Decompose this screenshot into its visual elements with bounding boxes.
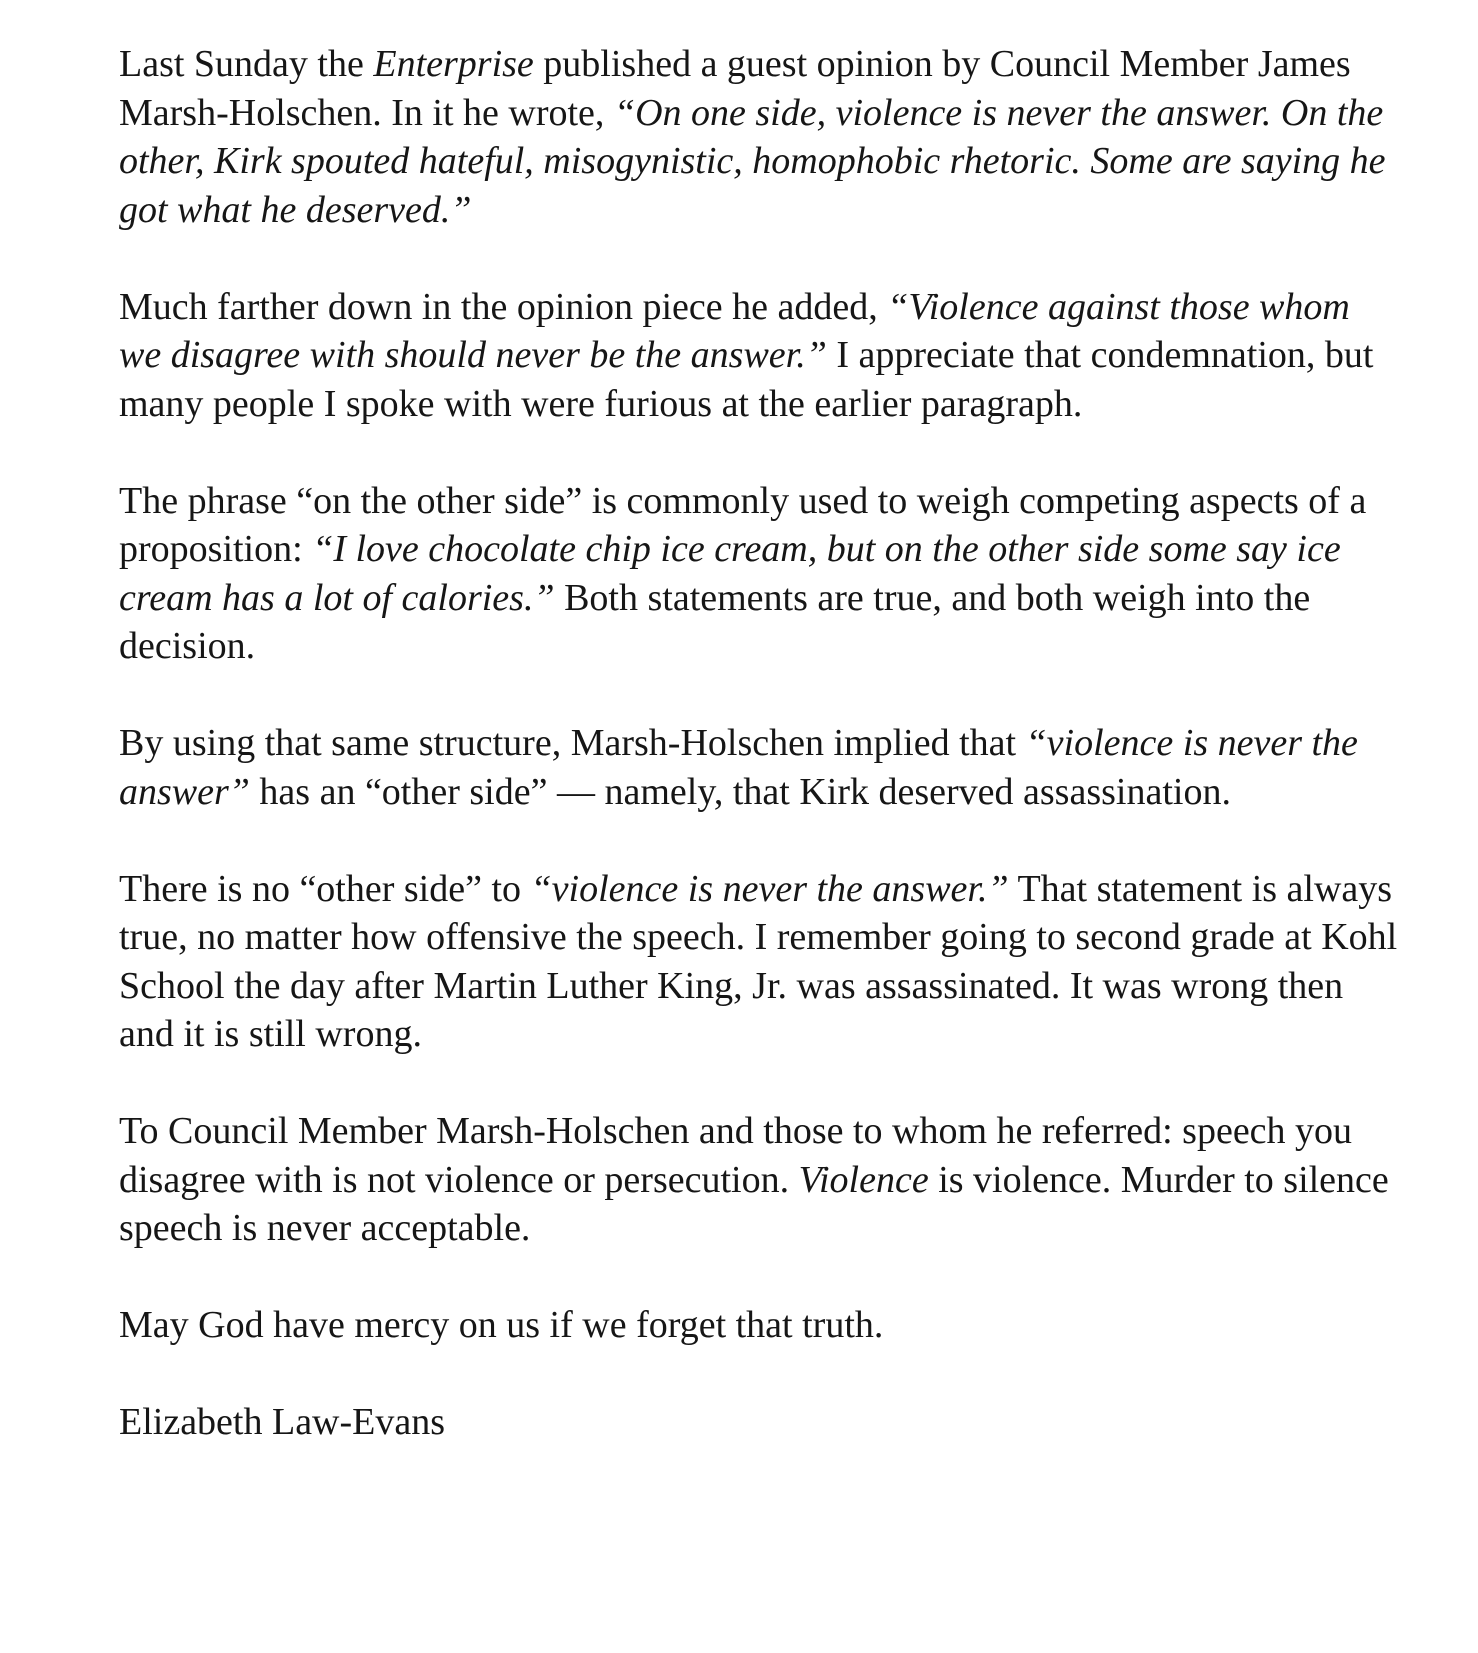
letter-body [119,40,1399,1447]
text: is violence. Murder to silence speech is never acceptable. [119,1158,1389,1249]
text: The phrase “on the other side” is commonly used to weigh competing aspects of a proposition: [119,479,1367,570]
newspaper-title: Enterprise [373,43,534,85]
quote: “violence is never the answer.” [530,867,1009,910]
quote: “I love chocolate chip ice cream, but on the other side some say ice cream has a lot of calories.” [119,528,1341,619]
text: By using that same structure, Marsh-Holschen implied that [119,722,1026,764]
emphasis: Violence [798,1158,929,1201]
quote: “Violence against those whom we disagree with should never be the answer.” [119,285,1350,376]
paragraph-3 [119,477,1399,671]
text: There is no “other side” to [119,867,531,910]
text: Much farther down in the opinion piece he added, [119,285,888,328]
signature: Elizabeth Law-Evans [119,1401,446,1443]
text: To Council Member Marsh-Holschen and those to whom he referred: speech you disagree with is not violence or persecution. [119,1110,1353,1201]
paragraph-1 [119,40,1399,234]
quote: “On one side, violence is never the answer. On the other, Kirk spouted hateful, misogynistic, homophobic rhetoric. Some are saying he got what he deserved.” [119,91,1386,231]
paragraph-2 [119,283,1399,429]
paragraph-6 [119,1107,1399,1253]
text: I appreciate that condemnation, but many people I spoke with were furious at the earlier paragraph. [119,334,1374,425]
paragraph-4 [119,719,1399,816]
text: Both statements are true, and both weigh into the decision. [119,576,1311,667]
text: Last Sunday the [119,43,374,85]
text: published a guest opinion by Council Member James Marsh-Holschen. In it he wrote, [119,43,1351,134]
quote: “violence is never the answer” [119,722,1358,813]
paragraph-5 [119,865,1399,1059]
text: has an “other side” — namely, that Kirk deserved assassination. [249,770,1231,813]
text: That statement is always true, no matter how offensive the speech. I remember going to second grade at Kohl School the day after Martin Luther King, Jr. was assassinated. It was wrong then and it is still wrong. [119,867,1398,1055]
paragraph-7: May God have mercy on us if we forget that truth. [119,1304,884,1346]
